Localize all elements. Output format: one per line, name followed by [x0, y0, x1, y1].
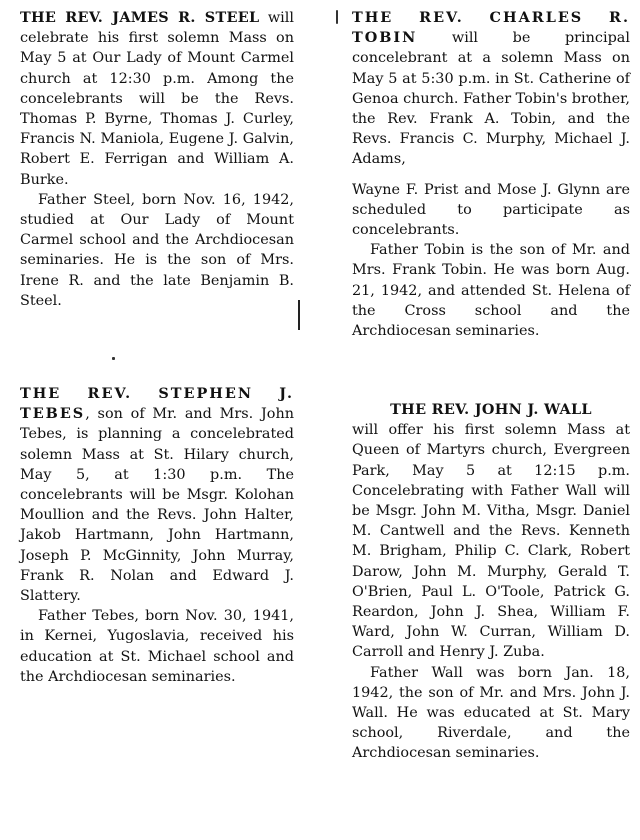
continuation-paragraph: Wayne F. Prist and Mose J. Glynn are scheduled to participate as concelebrants. [352, 181, 630, 239]
body-paragraph: Father Tobin is the son of Mr. and Mrs. Frank Tobin. He was born Aug. 21, 1942, and attended St. Helena of the Cross school and the Archdiocesan seminaries. [352, 242, 630, 340]
lead-text: will celebrate his first solemn Mass on May 5 at Our Lady of Mount Carmel church at 12:30 p.m. Among the concelebrants will be the Revs. Thomas P. Byrne, Thomas J. Curley, Francis N. Maniola, Eugene J. Galvin, Robert E. Ferrigan and William A. Burke. [20, 10, 294, 188]
article-tebes [20, 384, 294, 687]
scan-speck [112, 357, 115, 360]
article-steel [20, 8, 294, 311]
column-rule-top [298, 300, 300, 330]
body-paragraph: Father Steel, born Nov. 16, 1942, studied at Our Lady of Mount Carmel school and the Archdiocesan seminaries. He is the son of Mrs. Irene R. and the late Benjamin B. Steel. [20, 191, 294, 309]
lead-text: , son of Mr. and Mrs. John Tebes, is planning a concelebrated solemn Mass at St. Hilary church, May 5, at 1:30 p.m. The concelebrants will be Msgr. Kolohan Moullion and the Revs. John Halter, Jakob Hartmann, John Hartmann, Joseph P. McGinnity, John Murray, Frank R. Nolan and Edward J. Slattery. [20, 406, 294, 605]
article-lead-paragraph [20, 384, 294, 606]
article-tobin [352, 8, 630, 341]
headline: THE REV. JOHN J. WALL [390, 401, 592, 418]
article-lead-paragraph: will offer his first solemn Mass at Queen of Martyrs church, Evergreen Park, May 5 at 12:15 p.m. Concelebrating with Father Wall will be Msgr. John M. Vitha, Msgr. Daniel M. Cantwell and the Revs. Kenneth M. Brigham, Philip C. Clark, Robert Darow, John M. Murphy, Gerald T. O'Brien, Paul L. O'Toole, Patrick G. Reardon, John J. Shea, William F. Ward, John W. Curran, William D. Carroll and Henry J. Zuba. [352, 422, 630, 661]
body-paragraph: Father Tebes, born Nov. 30, 1941, in Kernei, Yugoslavia, received his education at St. Michael school and the Archdiocesan seminaries. [20, 608, 294, 685]
lead-text: will be principal concelebrant at a solemn Mass on May 5 at 5:30 p.m. in St. Catherine of Genoa church. Father Tobin's brother, the Rev. Frank A. Tobin, and the Revs. Francis C. Murphy, Michael J. Adams, [352, 30, 630, 168]
headline: THE REV. STEPHEN J. TEBES [20, 385, 294, 423]
scan-speck [336, 10, 338, 24]
body-paragraph: Father Wall was born Jan. 18, 1942, the son of Mr. and Mrs. John J. Wall. He was educated at St. Mary school, Riverdale, and the Archdiocesan seminaries. [352, 664, 630, 762]
article-wall [352, 400, 630, 764]
article-lead-paragraph [352, 8, 630, 170]
article-lead-paragraph [20, 8, 294, 190]
headline: THE REV. CHARLES R. TOBIN [352, 9, 630, 47]
headline: THE REV. JAMES R. STEEL [20, 9, 260, 26]
